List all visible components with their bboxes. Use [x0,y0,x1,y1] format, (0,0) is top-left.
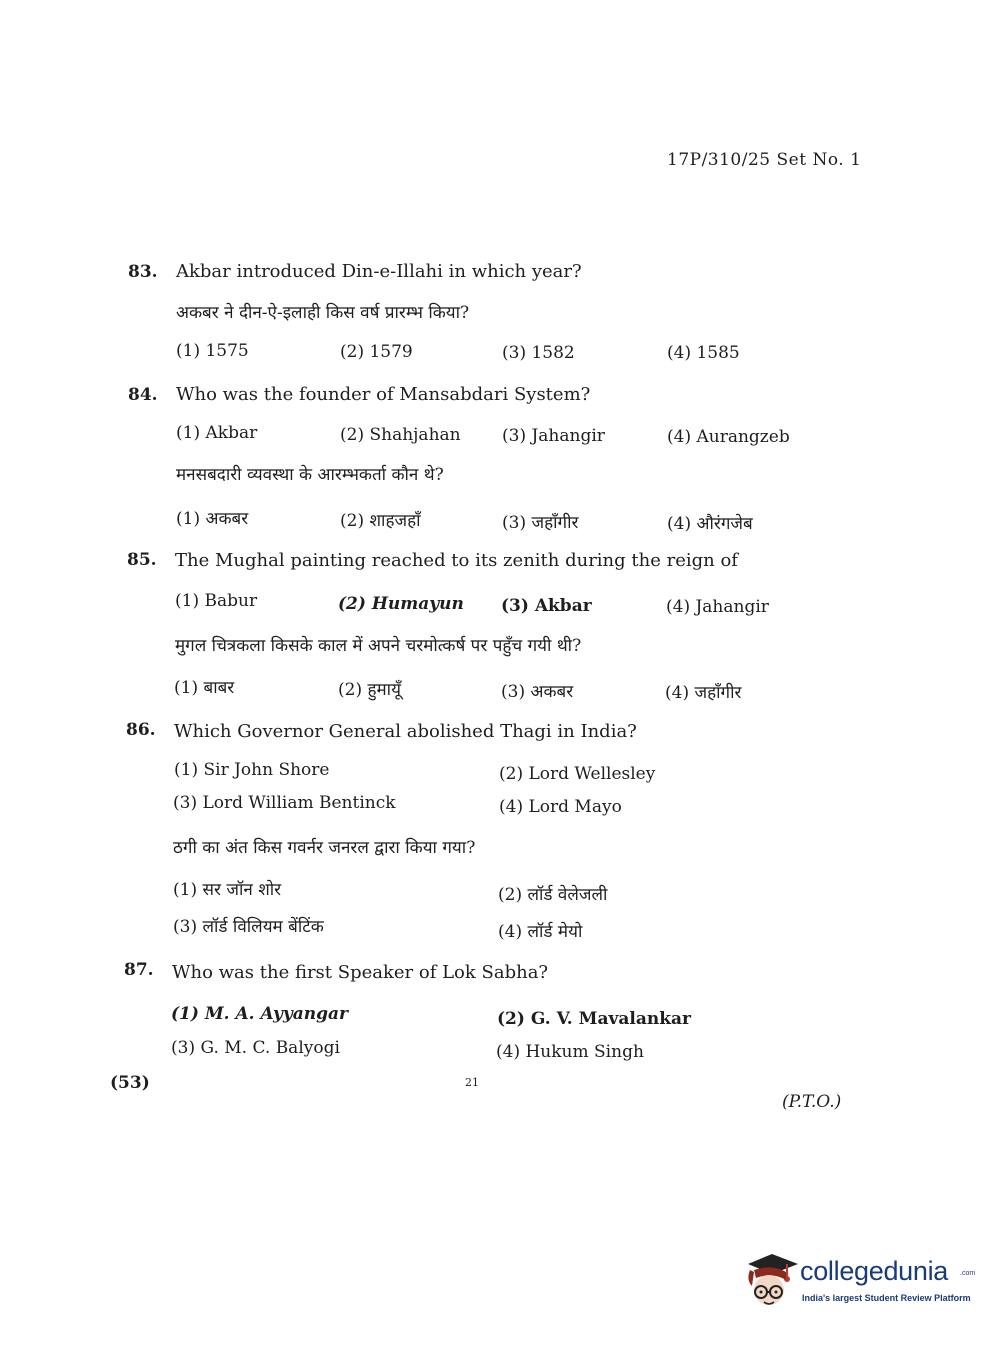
question-86-option-1-en: (1) Sir John Shore [174,760,330,780]
question-84-option-4-hi: (4) औरंगजेब [667,514,753,534]
question-86-number: 86. [126,720,156,740]
question-83-text-en: Akbar introduced Din-e-Illahi in which year? [176,261,582,282]
question-87-option-4-en: (4) Hukum Singh [496,1042,644,1062]
question-84-option-2-en: (2) Shahjahan [340,425,461,445]
question-85-option-3-en: (3) Akbar [501,596,592,616]
question-85-option-2-en: (2) Humayun [338,594,464,614]
question-85-number: 85. [127,550,157,570]
question-83-option-1: (1) 1575 [176,341,249,361]
question-83-number: 83. [128,262,158,282]
question-85-option-2-hi: (2) हुमायूँ [338,680,401,700]
mascot-icon [742,1250,800,1312]
question-86-option-2-en: (2) Lord Wellesley [499,764,656,784]
question-87-option-3-en: (3) G. M. C. Balyogi [171,1038,340,1058]
question-86-option-1-hi: (1) सर जॉन शोर [173,880,282,900]
question-86-text-hi: ठगी का अंत किस गवर्नर जनरल द्वारा किया गया? [173,838,476,858]
question-85-option-4-hi: (4) जहाँगीर [665,683,742,703]
footer-page-number: 21 [465,1076,479,1089]
question-84-option-2-hi: (2) शाहजहाँ [340,511,421,531]
question-83-option-4: (4) 1585 [667,343,740,363]
question-84-option-4-en: (4) Aurangzeb [667,427,790,447]
question-83-option-2: (2) 1579 [340,342,413,362]
collegedunia-logo [742,1250,976,1316]
logo-tagline: India's largest Student Review Platform [802,1293,971,1303]
question-86-option-3-en: (3) Lord William Bentinck [173,793,396,813]
question-85-option-1-en: (1) Babur [175,591,258,611]
footer-page-count: (53) [110,1073,150,1093]
question-86-text-en: Which Governor General abolished Thagi in India? [174,721,637,742]
question-87-option-2-en: (2) G. V. Mavalankar [497,1009,691,1029]
paper-code: 17P/310/25 Set No. 1 [667,150,862,170]
question-85-option-4-en: (4) Jahangir [666,597,769,617]
question-87-number: 87. [124,960,154,980]
question-84-option-1-en: (1) Akbar [176,423,258,443]
question-83-text-hi: अकबर ने दीन-ऐ-इलाही किस वर्ष प्रारम्भ किया? [176,303,470,323]
question-83-option-3: (3) 1582 [502,343,575,363]
footer-pto: (P.T.O.) [782,1092,842,1112]
question-84-option-3-hi: (3) जहाँगीर [502,513,579,533]
question-85-option-1-hi: (1) बाबर [174,678,235,698]
question-86-option-4-hi: (4) लॉर्ड मेयो [498,922,583,942]
question-87-text-en: Who was the first Speaker of Lok Sabha? [172,962,549,983]
question-84-number: 84. [128,385,158,405]
question-87-option-1-en: (1) M. A. Ayyangar [171,1004,349,1024]
question-85-text-hi: मुगल चित्रकला किसके काल में अपने चरमोत्कर्ष पर पहुँच गयी थी? [175,636,582,656]
question-84-text-en: Who was the founder of Mansabdari System? [176,384,591,405]
question-84-option-1-hi: (1) अकबर [176,509,249,529]
logo-suffix: .com [960,1270,976,1277]
question-86-option-3-hi: (3) लॉर्ड विलियम बेंटिंक [173,917,324,937]
question-86-option-4-en: (4) Lord Mayo [499,797,622,817]
question-85-text-en: The Mughal painting reached to its zenith during the reign of [175,550,738,571]
logo-wordmark: collegedunia [800,1256,949,1286]
question-84-text-hi: मनसबदारी व्यवस्था के आरम्भकर्ता कौन थे? [176,465,444,485]
question-85-option-3-hi: (3) अकबर [501,682,574,702]
question-86-option-2-hi: (2) लॉर्ड वेलेजली [498,885,608,905]
question-84-option-3-en: (3) Jahangir [502,426,605,446]
